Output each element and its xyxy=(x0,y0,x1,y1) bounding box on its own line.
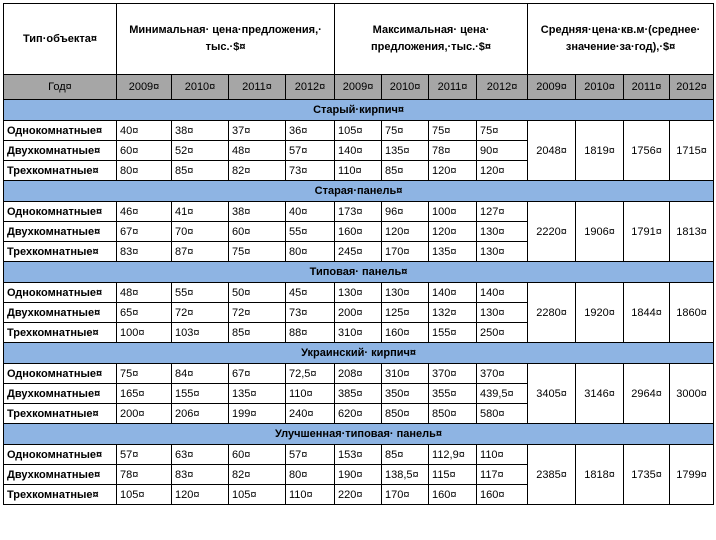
max-price-cell: 132¤ xyxy=(429,303,477,323)
min-price-cell: 80¤ xyxy=(286,465,335,485)
avg-price-cell: 1818¤ xyxy=(576,445,624,505)
max-price-cell: 120¤ xyxy=(477,161,528,181)
min-price-cell: 83¤ xyxy=(117,242,172,262)
avg-price-cell: 1844¤ xyxy=(624,283,670,343)
avg-price-cell: 1791¤ xyxy=(624,202,670,262)
apartment-type: Трехкомнатные¤ xyxy=(4,404,117,424)
min-price-cell: 120¤ xyxy=(172,485,229,505)
min-price-cell: 73¤ xyxy=(286,161,335,181)
min-price-cell: 85¤ xyxy=(172,161,229,181)
max-price-cell: 200¤ xyxy=(335,303,382,323)
max-price-cell: 130¤ xyxy=(477,222,528,242)
min-price-cell: 67¤ xyxy=(117,222,172,242)
table-row xyxy=(4,445,714,465)
max-price-cell: 110¤ xyxy=(335,161,382,181)
max-price-cell: 90¤ xyxy=(477,141,528,161)
min-price-cell: 75¤ xyxy=(117,364,172,384)
max-price-cell: 208¤ xyxy=(335,364,382,384)
max-price-cell: 100¤ xyxy=(429,202,477,222)
year-avg-2009: 2009¤ xyxy=(528,75,576,100)
min-price-cell: 165¤ xyxy=(117,384,172,404)
year-min-2012: 2012¤ xyxy=(286,75,335,100)
min-price-cell: 50¤ xyxy=(229,283,286,303)
header-min-price: Минимальная· цена·предложения,· тыс.·$¤ xyxy=(117,4,335,75)
header-avg-price: Средняя·цена·кв.м·(среднее· значение·за·год),·$¤ xyxy=(528,4,714,75)
avg-price-cell: 2220¤ xyxy=(528,202,576,262)
table-row xyxy=(4,364,714,384)
max-price-cell: 130¤ xyxy=(477,242,528,262)
section-title: Улучшенная·типовая· панель¤ xyxy=(4,424,714,445)
apartment-type: Однокомнатные¤ xyxy=(4,202,117,222)
min-price-cell: 83¤ xyxy=(172,465,229,485)
section-header xyxy=(4,343,714,364)
avg-price-cell: 2048¤ xyxy=(528,121,576,181)
max-price-cell: 96¤ xyxy=(382,202,429,222)
min-price-cell: 40¤ xyxy=(117,121,172,141)
table-row xyxy=(4,202,714,222)
max-price-cell: 355¤ xyxy=(429,384,477,404)
section-title: Старая·панель¤ xyxy=(4,181,714,202)
min-price-cell: 105¤ xyxy=(229,485,286,505)
max-price-cell: 160¤ xyxy=(335,222,382,242)
min-price-cell: 88¤ xyxy=(286,323,335,343)
min-price-cell: 80¤ xyxy=(117,161,172,181)
max-price-cell: 160¤ xyxy=(477,485,528,505)
max-price-cell: 580¤ xyxy=(477,404,528,424)
min-price-cell: 103¤ xyxy=(172,323,229,343)
min-price-cell: 82¤ xyxy=(229,465,286,485)
max-price-cell: 155¤ xyxy=(429,323,477,343)
max-price-cell: 620¤ xyxy=(335,404,382,424)
max-price-cell: 245¤ xyxy=(335,242,382,262)
section-header xyxy=(4,424,714,445)
header-max-price: Максимальная· цена· предложения,·тыс.·$¤ xyxy=(335,4,528,75)
min-price-cell: 70¤ xyxy=(172,222,229,242)
year-max-2009: 2009¤ xyxy=(335,75,382,100)
max-price-cell: 138,5¤ xyxy=(382,465,429,485)
min-price-cell: 57¤ xyxy=(286,141,335,161)
apartment-type: Двухкомнатные¤ xyxy=(4,222,117,242)
max-price-cell: 130¤ xyxy=(382,283,429,303)
min-price-cell: 78¤ xyxy=(117,465,172,485)
apartment-type: Двухкомнатные¤ xyxy=(4,465,117,485)
max-price-cell: 135¤ xyxy=(429,242,477,262)
min-price-cell: 72¤ xyxy=(229,303,286,323)
max-price-cell: 140¤ xyxy=(429,283,477,303)
year-min-2009: 2009¤ xyxy=(117,75,172,100)
max-price-cell: 160¤ xyxy=(382,323,429,343)
apartment-type: Трехкомнатные¤ xyxy=(4,161,117,181)
avg-price-cell: 1813¤ xyxy=(670,202,714,262)
max-price-cell: 160¤ xyxy=(429,485,477,505)
min-price-cell: 82¤ xyxy=(229,161,286,181)
max-price-cell: 850¤ xyxy=(429,404,477,424)
min-price-cell: 38¤ xyxy=(229,202,286,222)
max-price-cell: 75¤ xyxy=(477,121,528,141)
avg-price-cell: 2385¤ xyxy=(528,445,576,505)
min-price-cell: 240¤ xyxy=(286,404,335,424)
min-price-cell: 100¤ xyxy=(117,323,172,343)
table-row xyxy=(4,283,714,303)
min-price-cell: 72,5¤ xyxy=(286,364,335,384)
min-price-cell: 48¤ xyxy=(117,283,172,303)
header-row xyxy=(4,4,714,75)
max-price-cell: 370¤ xyxy=(477,364,528,384)
max-price-cell: 370¤ xyxy=(429,364,477,384)
table-row xyxy=(4,121,714,141)
year-avg-2012: 2012¤ xyxy=(670,75,714,100)
max-price-cell: 130¤ xyxy=(477,303,528,323)
min-price-cell: 55¤ xyxy=(286,222,335,242)
max-price-cell: 78¤ xyxy=(429,141,477,161)
min-price-cell: 40¤ xyxy=(286,202,335,222)
min-price-cell: 155¤ xyxy=(172,384,229,404)
year-min-2010: 2010¤ xyxy=(172,75,229,100)
min-price-cell: 60¤ xyxy=(117,141,172,161)
max-price-cell: 75¤ xyxy=(429,121,477,141)
apartment-type: Трехкомнатные¤ xyxy=(4,485,117,505)
avg-price-cell: 1756¤ xyxy=(624,121,670,181)
year-max-2010: 2010¤ xyxy=(382,75,429,100)
min-price-cell: 85¤ xyxy=(229,323,286,343)
max-price-cell: 310¤ xyxy=(382,364,429,384)
min-price-cell: 36¤ xyxy=(286,121,335,141)
min-price-cell: 75¤ xyxy=(229,242,286,262)
avg-price-cell: 2280¤ xyxy=(528,283,576,343)
avg-price-cell: 1906¤ xyxy=(576,202,624,262)
year-avg-2011: 2011¤ xyxy=(624,75,670,100)
max-price-cell: 439,5¤ xyxy=(477,384,528,404)
avg-price-cell: 1860¤ xyxy=(670,283,714,343)
max-price-cell: 310¤ xyxy=(335,323,382,343)
avg-price-cell: 1735¤ xyxy=(624,445,670,505)
year-label: Год¤ xyxy=(4,75,117,100)
avg-price-cell: 1715¤ xyxy=(670,121,714,181)
max-price-cell: 170¤ xyxy=(382,485,429,505)
max-price-cell: 85¤ xyxy=(382,161,429,181)
section-header xyxy=(4,181,714,202)
avg-price-cell: 1799¤ xyxy=(670,445,714,505)
min-price-cell: 45¤ xyxy=(286,283,335,303)
max-price-cell: 130¤ xyxy=(335,283,382,303)
max-price-cell: 127¤ xyxy=(477,202,528,222)
min-price-cell: 46¤ xyxy=(117,202,172,222)
min-price-cell: 37¤ xyxy=(229,121,286,141)
min-price-cell: 87¤ xyxy=(172,242,229,262)
avg-price-cell: 1920¤ xyxy=(576,283,624,343)
year-min-2011: 2011¤ xyxy=(229,75,286,100)
max-price-cell: 135¤ xyxy=(382,141,429,161)
max-price-cell: 125¤ xyxy=(382,303,429,323)
avg-price-cell: 2964¤ xyxy=(624,364,670,424)
max-price-cell: 117¤ xyxy=(477,465,528,485)
apartment-type: Однокомнатные¤ xyxy=(4,445,117,465)
min-price-cell: 57¤ xyxy=(117,445,172,465)
apartment-type: Двухкомнатные¤ xyxy=(4,303,117,323)
min-price-cell: 110¤ xyxy=(286,384,335,404)
max-price-cell: 75¤ xyxy=(382,121,429,141)
max-price-cell: 153¤ xyxy=(335,445,382,465)
max-price-cell: 105¤ xyxy=(335,121,382,141)
year-avg-2010: 2010¤ xyxy=(576,75,624,100)
price-table xyxy=(3,3,714,505)
max-price-cell: 350¤ xyxy=(382,384,429,404)
apartment-type: Трехкомнатные¤ xyxy=(4,323,117,343)
min-price-cell: 60¤ xyxy=(229,445,286,465)
min-price-cell: 199¤ xyxy=(229,404,286,424)
min-price-cell: 41¤ xyxy=(172,202,229,222)
max-price-cell: 112,9¤ xyxy=(429,445,477,465)
min-price-cell: 48¤ xyxy=(229,141,286,161)
min-price-cell: 206¤ xyxy=(172,404,229,424)
max-price-cell: 190¤ xyxy=(335,465,382,485)
max-price-cell: 140¤ xyxy=(477,283,528,303)
max-price-cell: 85¤ xyxy=(382,445,429,465)
max-price-cell: 385¤ xyxy=(335,384,382,404)
min-price-cell: 84¤ xyxy=(172,364,229,384)
apartment-type: Однокомнатные¤ xyxy=(4,283,117,303)
max-price-cell: 173¤ xyxy=(335,202,382,222)
max-price-cell: 120¤ xyxy=(429,222,477,242)
max-price-cell: 120¤ xyxy=(382,222,429,242)
min-price-cell: 57¤ xyxy=(286,445,335,465)
section-header xyxy=(4,100,714,121)
apartment-type: Однокомнатные¤ xyxy=(4,121,117,141)
avg-price-cell: 3405¤ xyxy=(528,364,576,424)
min-price-cell: 38¤ xyxy=(172,121,229,141)
avg-price-cell: 1819¤ xyxy=(576,121,624,181)
section-title: Старый·кирпич¤ xyxy=(4,100,714,121)
section-title: Украинский· кирпич¤ xyxy=(4,343,714,364)
min-price-cell: 60¤ xyxy=(229,222,286,242)
year-row xyxy=(4,75,714,100)
header-type: Тип·объекта¤ xyxy=(4,4,117,75)
min-price-cell: 72¤ xyxy=(172,303,229,323)
avg-price-cell: 3146¤ xyxy=(576,364,624,424)
min-price-cell: 105¤ xyxy=(117,485,172,505)
max-price-cell: 140¤ xyxy=(335,141,382,161)
max-price-cell: 115¤ xyxy=(429,465,477,485)
year-max-2011: 2011¤ xyxy=(429,75,477,100)
min-price-cell: 55¤ xyxy=(172,283,229,303)
min-price-cell: 200¤ xyxy=(117,404,172,424)
min-price-cell: 63¤ xyxy=(172,445,229,465)
apartment-type: Трехкомнатные¤ xyxy=(4,242,117,262)
section-title: Типовая· панель¤ xyxy=(4,262,714,283)
max-price-cell: 120¤ xyxy=(429,161,477,181)
apartment-type: Двухкомнатные¤ xyxy=(4,141,117,161)
avg-price-cell: 3000¤ xyxy=(670,364,714,424)
min-price-cell: 80¤ xyxy=(286,242,335,262)
min-price-cell: 52¤ xyxy=(172,141,229,161)
apartment-type: Двухкомнатные¤ xyxy=(4,384,117,404)
max-price-cell: 170¤ xyxy=(382,242,429,262)
apartment-type: Однокомнатные¤ xyxy=(4,364,117,384)
year-max-2012: 2012¤ xyxy=(477,75,528,100)
min-price-cell: 67¤ xyxy=(229,364,286,384)
max-price-cell: 250¤ xyxy=(477,323,528,343)
max-price-cell: 220¤ xyxy=(335,485,382,505)
section-header xyxy=(4,262,714,283)
min-price-cell: 110¤ xyxy=(286,485,335,505)
min-price-cell: 65¤ xyxy=(117,303,172,323)
min-price-cell: 135¤ xyxy=(229,384,286,404)
max-price-cell: 850¤ xyxy=(382,404,429,424)
max-price-cell: 110¤ xyxy=(477,445,528,465)
min-price-cell: 73¤ xyxy=(286,303,335,323)
